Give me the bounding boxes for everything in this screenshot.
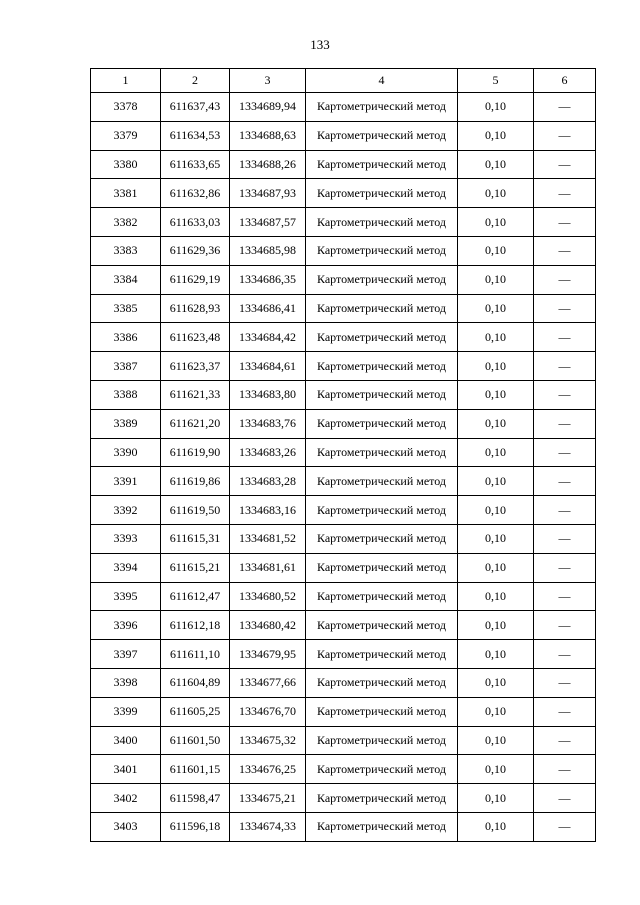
note-cell: — bbox=[534, 467, 596, 496]
y-coordinate-cell: 1334683,76 bbox=[230, 409, 306, 438]
table-row bbox=[91, 467, 596, 496]
y-coordinate-cell: 1334685,98 bbox=[230, 236, 306, 265]
method-cell: Картометрический метод bbox=[306, 294, 458, 323]
y-coordinate-cell: 1334686,41 bbox=[230, 294, 306, 323]
x-coordinate-cell: 611604,89 bbox=[161, 668, 230, 697]
method-cell: Картометрический метод bbox=[306, 121, 458, 150]
point-number-cell: 3381 bbox=[91, 179, 161, 208]
table-row bbox=[91, 553, 596, 582]
method-cell: Картометрический метод bbox=[306, 812, 458, 841]
method-cell: Картометрический метод bbox=[306, 784, 458, 813]
note-cell: — bbox=[534, 93, 596, 122]
table-header-row bbox=[91, 69, 596, 93]
x-coordinate-cell: 611629,36 bbox=[161, 236, 230, 265]
column-header: 3 bbox=[230, 69, 306, 93]
method-cell: Картометрический метод bbox=[306, 208, 458, 237]
y-coordinate-cell: 1334676,70 bbox=[230, 697, 306, 726]
note-cell: — bbox=[534, 323, 596, 352]
y-coordinate-cell: 1334686,35 bbox=[230, 265, 306, 294]
y-coordinate-cell: 1334675,21 bbox=[230, 784, 306, 813]
note-cell: — bbox=[534, 812, 596, 841]
accuracy-cell: 0,10 bbox=[458, 726, 534, 755]
accuracy-cell: 0,10 bbox=[458, 784, 534, 813]
accuracy-cell: 0,10 bbox=[458, 150, 534, 179]
point-number-cell: 3384 bbox=[91, 265, 161, 294]
point-number-cell: 3379 bbox=[91, 121, 161, 150]
method-cell: Картометрический метод bbox=[306, 380, 458, 409]
table-row bbox=[91, 265, 596, 294]
note-cell: — bbox=[534, 438, 596, 467]
accuracy-cell: 0,10 bbox=[458, 380, 534, 409]
method-cell: Картометрический метод bbox=[306, 582, 458, 611]
x-coordinate-cell: 611598,47 bbox=[161, 784, 230, 813]
note-cell: — bbox=[534, 121, 596, 150]
column-header: 5 bbox=[458, 69, 534, 93]
method-cell: Картометрический метод bbox=[306, 352, 458, 381]
method-cell: Картометрический метод bbox=[306, 323, 458, 352]
x-coordinate-cell: 611623,37 bbox=[161, 352, 230, 381]
x-coordinate-cell: 611619,86 bbox=[161, 467, 230, 496]
accuracy-cell: 0,10 bbox=[458, 496, 534, 525]
note-cell: — bbox=[534, 697, 596, 726]
y-coordinate-cell: 1334687,93 bbox=[230, 179, 306, 208]
method-cell: Картометрический метод bbox=[306, 726, 458, 755]
y-coordinate-cell: 1334675,32 bbox=[230, 726, 306, 755]
method-cell: Картометрический метод bbox=[306, 755, 458, 784]
method-cell: Картометрический метод bbox=[306, 697, 458, 726]
x-coordinate-cell: 611633,03 bbox=[161, 208, 230, 237]
table-row bbox=[91, 755, 596, 784]
point-number-cell: 3385 bbox=[91, 294, 161, 323]
point-number-cell: 3395 bbox=[91, 582, 161, 611]
y-coordinate-cell: 1334683,16 bbox=[230, 496, 306, 525]
column-header: 2 bbox=[161, 69, 230, 93]
x-coordinate-cell: 611619,50 bbox=[161, 496, 230, 525]
x-coordinate-cell: 611632,86 bbox=[161, 179, 230, 208]
table-body bbox=[91, 93, 596, 842]
x-coordinate-cell: 611634,53 bbox=[161, 121, 230, 150]
point-number-cell: 3378 bbox=[91, 93, 161, 122]
point-number-cell: 3400 bbox=[91, 726, 161, 755]
method-cell: Картометрический метод bbox=[306, 524, 458, 553]
note-cell: — bbox=[534, 726, 596, 755]
point-number-cell: 3390 bbox=[91, 438, 161, 467]
accuracy-cell: 0,10 bbox=[458, 409, 534, 438]
note-cell: — bbox=[534, 582, 596, 611]
x-coordinate-cell: 611601,50 bbox=[161, 726, 230, 755]
table-row bbox=[91, 409, 596, 438]
y-coordinate-cell: 1334688,26 bbox=[230, 150, 306, 179]
point-number-cell: 3383 bbox=[91, 236, 161, 265]
accuracy-cell: 0,10 bbox=[458, 294, 534, 323]
x-coordinate-cell: 611637,43 bbox=[161, 93, 230, 122]
table-row bbox=[91, 179, 596, 208]
note-cell: — bbox=[534, 294, 596, 323]
table-row bbox=[91, 697, 596, 726]
note-cell: — bbox=[534, 553, 596, 582]
note-cell: — bbox=[534, 755, 596, 784]
method-cell: Картометрический метод bbox=[306, 467, 458, 496]
method-cell: Картометрический метод bbox=[306, 409, 458, 438]
accuracy-cell: 0,10 bbox=[458, 553, 534, 582]
method-cell: Картометрический метод bbox=[306, 179, 458, 208]
note-cell: — bbox=[534, 640, 596, 669]
y-coordinate-cell: 1334683,28 bbox=[230, 467, 306, 496]
point-number-cell: 3380 bbox=[91, 150, 161, 179]
point-number-cell: 3388 bbox=[91, 380, 161, 409]
table-row bbox=[91, 784, 596, 813]
accuracy-cell: 0,10 bbox=[458, 582, 534, 611]
y-coordinate-cell: 1334684,42 bbox=[230, 323, 306, 352]
method-cell: Картометрический метод bbox=[306, 150, 458, 179]
note-cell: — bbox=[534, 236, 596, 265]
accuracy-cell: 0,10 bbox=[458, 208, 534, 237]
table-row bbox=[91, 121, 596, 150]
x-coordinate-cell: 611615,31 bbox=[161, 524, 230, 553]
x-coordinate-cell: 611605,25 bbox=[161, 697, 230, 726]
point-number-cell: 3397 bbox=[91, 640, 161, 669]
note-cell: — bbox=[534, 496, 596, 525]
table-row bbox=[91, 438, 596, 467]
x-coordinate-cell: 611628,93 bbox=[161, 294, 230, 323]
method-cell: Картометрический метод bbox=[306, 438, 458, 467]
coordinates-table bbox=[90, 68, 596, 842]
accuracy-cell: 0,10 bbox=[458, 323, 534, 352]
x-coordinate-cell: 611596,18 bbox=[161, 812, 230, 841]
note-cell: — bbox=[534, 179, 596, 208]
x-coordinate-cell: 611611,10 bbox=[161, 640, 230, 669]
x-coordinate-cell: 611621,20 bbox=[161, 409, 230, 438]
method-cell: Картометрический метод bbox=[306, 265, 458, 294]
table-row bbox=[91, 726, 596, 755]
point-number-cell: 3394 bbox=[91, 553, 161, 582]
accuracy-cell: 0,10 bbox=[458, 265, 534, 294]
y-coordinate-cell: 1334674,33 bbox=[230, 812, 306, 841]
table-row bbox=[91, 640, 596, 669]
accuracy-cell: 0,10 bbox=[458, 668, 534, 697]
point-number-cell: 3386 bbox=[91, 323, 161, 352]
note-cell: — bbox=[534, 380, 596, 409]
accuracy-cell: 0,10 bbox=[458, 697, 534, 726]
note-cell: — bbox=[534, 352, 596, 381]
method-cell: Картометрический метод bbox=[306, 668, 458, 697]
note-cell: — bbox=[534, 524, 596, 553]
accuracy-cell: 0,10 bbox=[458, 438, 534, 467]
y-coordinate-cell: 1334679,95 bbox=[230, 640, 306, 669]
method-cell: Картометрический метод bbox=[306, 93, 458, 122]
method-cell: Картометрический метод bbox=[306, 553, 458, 582]
table-row bbox=[91, 294, 596, 323]
point-number-cell: 3392 bbox=[91, 496, 161, 525]
table-row bbox=[91, 323, 596, 352]
note-cell: — bbox=[534, 150, 596, 179]
point-number-cell: 3382 bbox=[91, 208, 161, 237]
point-number-cell: 3396 bbox=[91, 611, 161, 640]
x-coordinate-cell: 611612,18 bbox=[161, 611, 230, 640]
x-coordinate-cell: 611621,33 bbox=[161, 380, 230, 409]
note-cell: — bbox=[534, 265, 596, 294]
table-row bbox=[91, 582, 596, 611]
y-coordinate-cell: 1334683,80 bbox=[230, 380, 306, 409]
table-row bbox=[91, 208, 596, 237]
y-coordinate-cell: 1334688,63 bbox=[230, 121, 306, 150]
accuracy-cell: 0,10 bbox=[458, 179, 534, 208]
accuracy-cell: 0,10 bbox=[458, 812, 534, 841]
table-row bbox=[91, 611, 596, 640]
y-coordinate-cell: 1334681,61 bbox=[230, 553, 306, 582]
x-coordinate-cell: 611615,21 bbox=[161, 553, 230, 582]
point-number-cell: 3393 bbox=[91, 524, 161, 553]
accuracy-cell: 0,10 bbox=[458, 352, 534, 381]
page-number: 133 bbox=[310, 37, 330, 52]
x-coordinate-cell: 611619,90 bbox=[161, 438, 230, 467]
accuracy-cell: 0,10 bbox=[458, 524, 534, 553]
table-row bbox=[91, 236, 596, 265]
point-number-cell: 3398 bbox=[91, 668, 161, 697]
table-row bbox=[91, 524, 596, 553]
y-coordinate-cell: 1334677,66 bbox=[230, 668, 306, 697]
method-cell: Картометрический метод bbox=[306, 496, 458, 525]
accuracy-cell: 0,10 bbox=[458, 611, 534, 640]
accuracy-cell: 0,10 bbox=[458, 93, 534, 122]
point-number-cell: 3402 bbox=[91, 784, 161, 813]
x-coordinate-cell: 611629,19 bbox=[161, 265, 230, 294]
table-row bbox=[91, 93, 596, 122]
table-row bbox=[91, 150, 596, 179]
column-header: 6 bbox=[534, 69, 596, 93]
method-cell: Картометрический метод bbox=[306, 611, 458, 640]
point-number-cell: 3389 bbox=[91, 409, 161, 438]
point-number-cell: 3391 bbox=[91, 467, 161, 496]
column-header: 1 bbox=[91, 69, 161, 93]
y-coordinate-cell: 1334687,57 bbox=[230, 208, 306, 237]
table-row bbox=[91, 668, 596, 697]
table-row bbox=[91, 380, 596, 409]
y-coordinate-cell: 1334680,52 bbox=[230, 582, 306, 611]
note-cell: — bbox=[534, 409, 596, 438]
y-coordinate-cell: 1334676,25 bbox=[230, 755, 306, 784]
y-coordinate-cell: 1334684,61 bbox=[230, 352, 306, 381]
y-coordinate-cell: 1334689,94 bbox=[230, 93, 306, 122]
y-coordinate-cell: 1334681,52 bbox=[230, 524, 306, 553]
point-number-cell: 3403 bbox=[91, 812, 161, 841]
point-number-cell: 3399 bbox=[91, 697, 161, 726]
method-cell: Картометрический метод bbox=[306, 640, 458, 669]
note-cell: — bbox=[534, 784, 596, 813]
x-coordinate-cell: 611612,47 bbox=[161, 582, 230, 611]
x-coordinate-cell: 611633,65 bbox=[161, 150, 230, 179]
table-row bbox=[91, 812, 596, 841]
accuracy-cell: 0,10 bbox=[458, 236, 534, 265]
x-coordinate-cell: 611623,48 bbox=[161, 323, 230, 352]
table-row bbox=[91, 496, 596, 525]
note-cell: — bbox=[534, 611, 596, 640]
column-header: 4 bbox=[306, 69, 458, 93]
point-number-cell: 3401 bbox=[91, 755, 161, 784]
table-row bbox=[91, 352, 596, 381]
accuracy-cell: 0,10 bbox=[458, 467, 534, 496]
y-coordinate-cell: 1334680,42 bbox=[230, 611, 306, 640]
accuracy-cell: 0,10 bbox=[458, 121, 534, 150]
x-coordinate-cell: 611601,15 bbox=[161, 755, 230, 784]
method-cell: Картометрический метод bbox=[306, 236, 458, 265]
y-coordinate-cell: 1334683,26 bbox=[230, 438, 306, 467]
accuracy-cell: 0,10 bbox=[458, 640, 534, 669]
note-cell: — bbox=[534, 668, 596, 697]
accuracy-cell: 0,10 bbox=[458, 755, 534, 784]
note-cell: — bbox=[534, 208, 596, 237]
point-number-cell: 3387 bbox=[91, 352, 161, 381]
